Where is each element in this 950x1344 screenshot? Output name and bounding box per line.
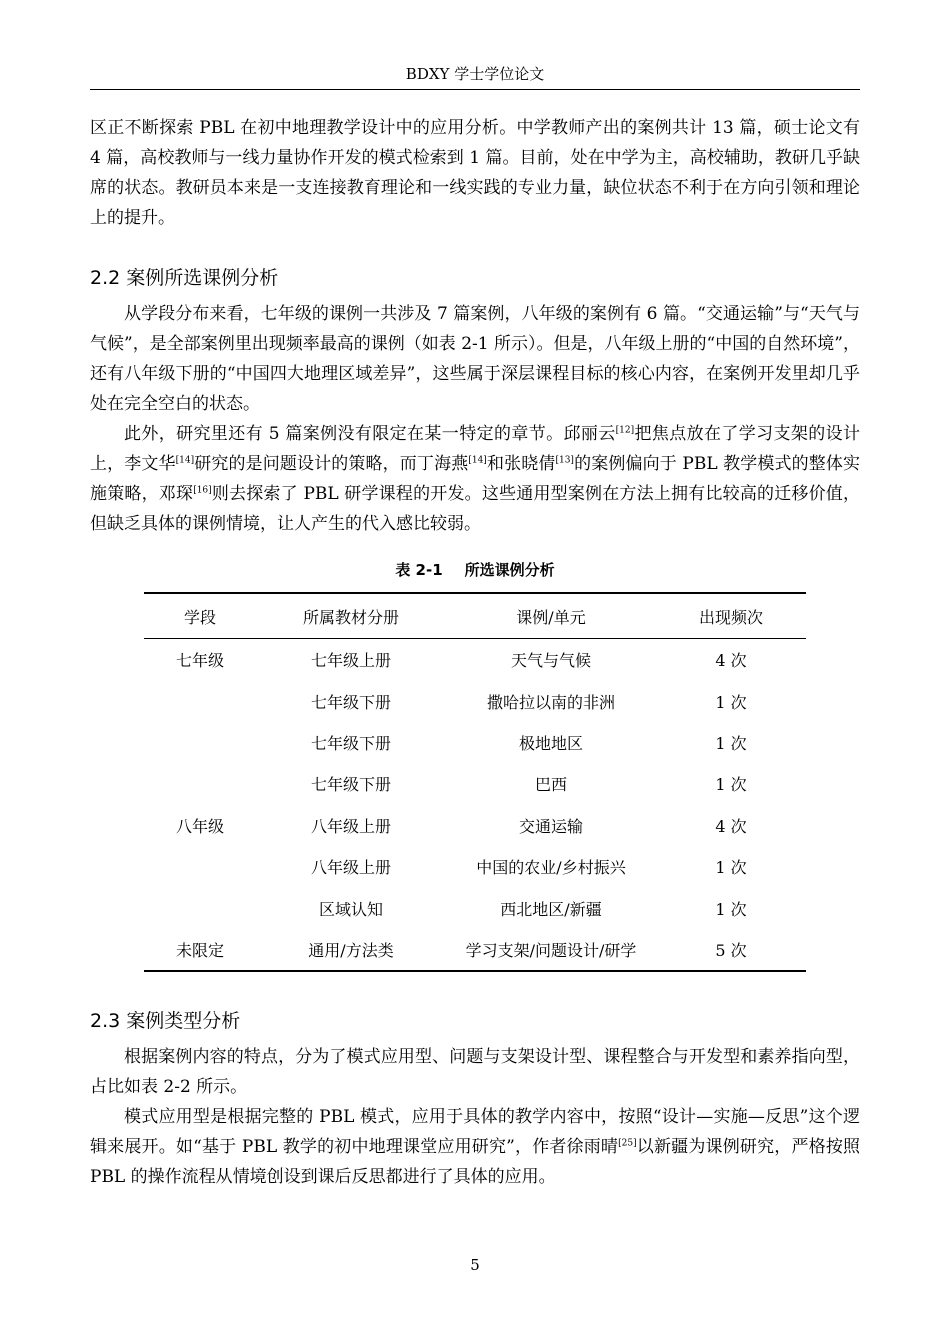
citation-ref: [13] [555,455,574,466]
paragraph-model-application [90,1102,860,1192]
citation-ref: [14] [175,455,195,466]
citation-ref: [12] [615,425,635,436]
page-number: 5 [470,1256,480,1274]
table-row [144,805,806,846]
table-row [144,639,806,681]
table-cell: 七年级下册 [310,733,391,753]
citation-ref: [14] [468,455,487,466]
table-row [144,763,806,804]
text-run: 和张晓倩 [486,454,556,474]
table-cell: 未限定 [175,940,224,960]
table-header-cell: 所属教材分册 [302,607,399,627]
table-cell: 巴西 [534,775,567,795]
table-caption-title: 所选课例分析 [464,561,555,579]
table-cell: 七年级上册 [310,651,391,671]
table-cell: 八年级上册 [310,858,391,878]
text-run: 则去探索了 PBL 研学课程的开发。这些通用型案例在方法上拥有比较高的迁移价值，但缺乏具体的课例情境，让人产生的代入感比较弱。 [90,484,860,534]
table-cell: 学习支架/问题设计/研学 [465,940,637,960]
running-header: BDXY 学士学位论文 [405,65,545,83]
table-cell: 1 次 [715,858,747,878]
section-heading-2-3: 2.3 案例类型分析 [90,1010,241,1033]
paragraph-grade-distribution: 从学段分布来看，七年级的课例一共涉及 7 篇案例，八年级的案例有 6 篇。“交通运输”与“天气与气候”，是全部案例里出现频率最高的课例（如表 2-1 所示）。但是，八年级上册的“中国的自然环境”，还有八年级下册的“中国四大地理区域差异”，这些属于深层课程目标的核心内容，在案例开发里却几乎处在完全空白的状态。 [90,304,860,414]
table-row [144,887,806,928]
table-cell: 极地地区 [518,733,583,753]
table-cell [144,680,256,721]
citation-ref: [16] [193,485,212,496]
table-cell: 七年级 [175,651,224,671]
table-cell: 交通运输 [518,816,583,836]
text-run: 研究的是问题设计的策略，而丁海燕 [194,454,469,474]
table-cell: 5 次 [715,940,747,960]
table-cell: 七年级下册 [310,775,391,795]
header-rule [90,89,860,90]
paragraph-case-types: 根据案例内容的特点，分为了模式应用型、问题与支架设计型、课程整合与开发型和素养指向型，占比如表 2-2 所示。 [90,1047,860,1098]
table-cell: 西北地区/新疆 [500,899,602,919]
table-cell: 4 次 [715,651,747,671]
paragraph-general-cases [90,419,860,539]
table-cell: 七年级下册 [310,692,391,712]
section-heading-2-2: 2.2 案例所选课例分析 [90,267,279,289]
table-header-cell: 学段 [183,607,216,627]
text-run: 此外，研究里还有 5 篇案例没有限定在某一特定的章节。邱丽云 [124,424,616,444]
text-run: 以新疆为课例研究，严格按照 PBL 的操作流程从情境创设到课后反思都进行了具体的应用。 [90,1137,861,1188]
text-run: 的案例偏向于 PBL 教学模式的整体实施策略，邓琛 [90,454,861,504]
table-cell: 天气与气候 [510,651,591,671]
table-cell: 4 次 [715,816,747,836]
table-cell [144,763,256,804]
table-row [144,929,806,971]
table-header-cell: 课例/单元 [516,607,586,627]
table-cell [144,887,256,928]
text-run: 模式应用型是根据完整的 PBL 模式，应用于具体的教学内容中，按照“设计—实施—反思”这个逻辑来展开。如“基于 PBL 教学的初中地理课堂应用研究”，作者徐雨晴 [90,1107,860,1158]
paragraph-continued: 区正不断探索 PBL 在初中地理教学设计中的应用分析。中学教师产出的案例共计 13 篇，硕士论文有 4 篇，高校教师与一线力量协作开发的模式检索到 1 篇。目前，处在中学为主，高校辅助，教研几乎缺席的状态。教研员本来是一支连接教育理论和一线实践的专业力量，缺位状态不利于在方向引领和理论上的提升。 [90,118,860,228]
table-cell: 中国的农业/乡村振兴 [476,858,626,878]
page-body [90,113,860,1192]
table-cell: 1 次 [715,692,747,712]
table-cell [144,722,256,763]
table-row [144,680,806,721]
table-cell: 1 次 [715,775,747,795]
table-caption-number: 表 2-1 [395,561,443,579]
paper-page [90,0,860,1344]
table-header-cell: 出现频次 [698,607,763,627]
table-caption [90,559,860,580]
table-cell: 通用/方法类 [308,940,394,960]
table-row [144,846,806,887]
table-cell: 撒哈拉以南的非洲 [486,692,615,712]
table-cell: 八年级上册 [310,816,391,836]
table-cell [144,846,256,887]
table-cell: 1 次 [715,733,747,753]
text-run: 把焦点放在了学习支架的设计上，李文华 [90,424,861,474]
citation-ref: [25] [618,1138,637,1149]
table-cell: 1 次 [715,899,747,919]
table-cell: 区域认知 [318,899,383,919]
course-case-table [144,592,806,972]
table-row [144,722,806,763]
table-header-row [144,593,806,639]
table-cell: 八年级 [175,816,224,836]
